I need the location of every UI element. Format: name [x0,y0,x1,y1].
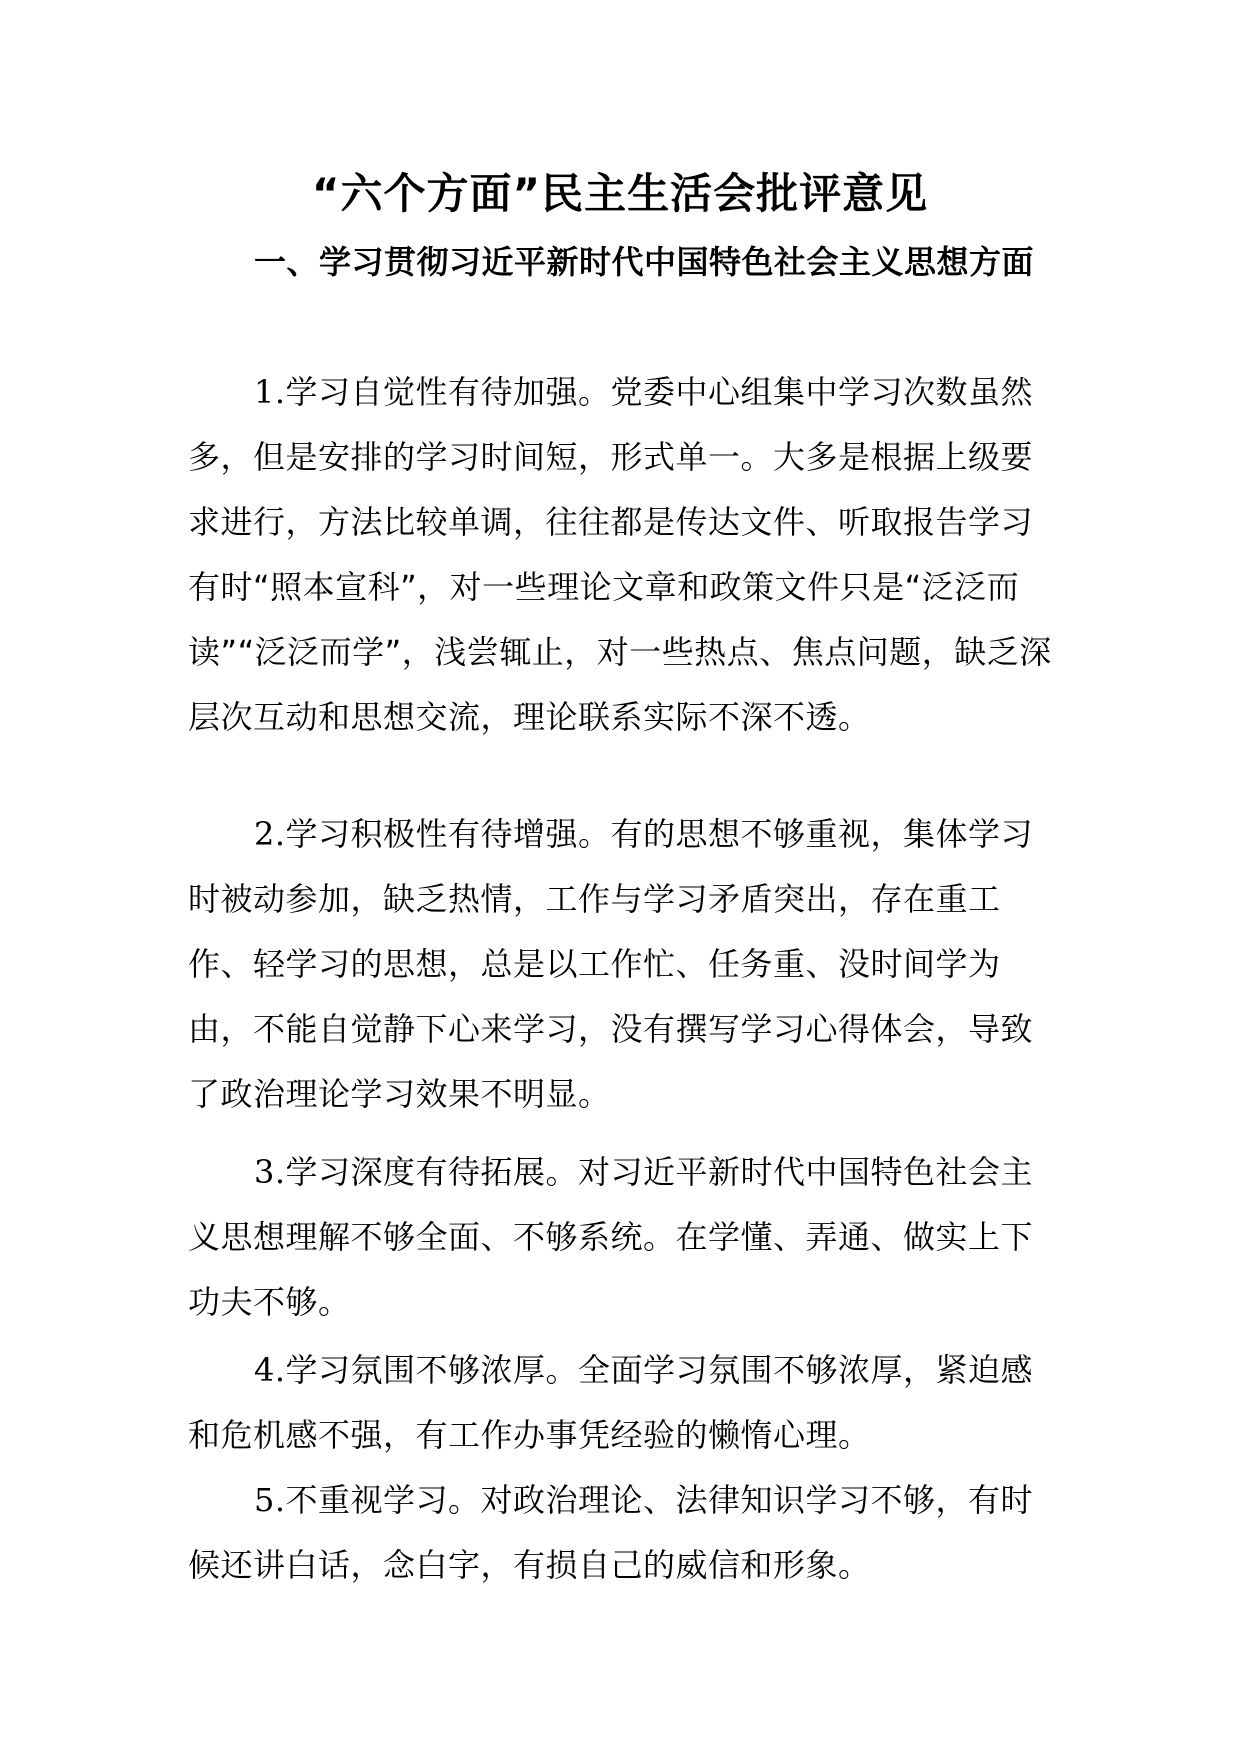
item-text: 学习氛围不够浓厚。全面学习氛围不够浓厚，紧迫感和危机感不强，有工作办事凭经验的懒惰心理。 [188,1351,1034,1454]
list-item [188,1338,1056,1468]
list-item [188,1468,1056,1598]
item-number: 5. [254,1481,286,1519]
item-text: 不重视学习。对政治理论、法律知识学习不够，有时候还讲白话，念白字，有损自己的威信和形象。 [188,1481,1034,1584]
item-text: 学习积极性有待增强。有的思想不够重视，集体学习时被动参加，缺乏热情，工作与学习矛盾突出，存在重工作、轻学习的思想，总是以工作忙、任务重、没时间学为由，不能自觉静下心来学习，没有撰写学习心得体会，导致了政治理论学习效果不明显。 [188,815,1034,1113]
item-text: 学习深度有待拓展。对习近平新时代中国特色社会主义思想理解不够全面、不够系统。在学懂、弄通、做实上下功夫不够。 [188,1153,1034,1321]
item-number: 4. [254,1351,286,1389]
section-heading: 一、学习贯彻习近平新时代中国特色社会主义思想方面 [254,243,1035,281]
item-number: 3. [254,1153,286,1191]
list-item [188,802,1056,1127]
list-item [188,1140,1056,1335]
document-title: “六个方面”民主生活会批评意见 [311,169,929,218]
item-number: 2. [254,815,286,853]
item-text: 学习自觉性有待加强。党委中心组集中学习次数虽然多，但是安排的学习时间短，形式单一。大多是根据上级要求进行，方法比较单调，往往都是传达文件、听取报告学习有时“照本宣科”，对一些理论文章和政策文件只是“泛泛而读”“泛泛而学”，浅尝辄止，对一些热点、焦点问题，缺乏深层次互动和思想交流，理论联系实际不深不透。 [188,373,1052,736]
list-item [188,360,1056,750]
item-number: 1. [254,373,286,411]
